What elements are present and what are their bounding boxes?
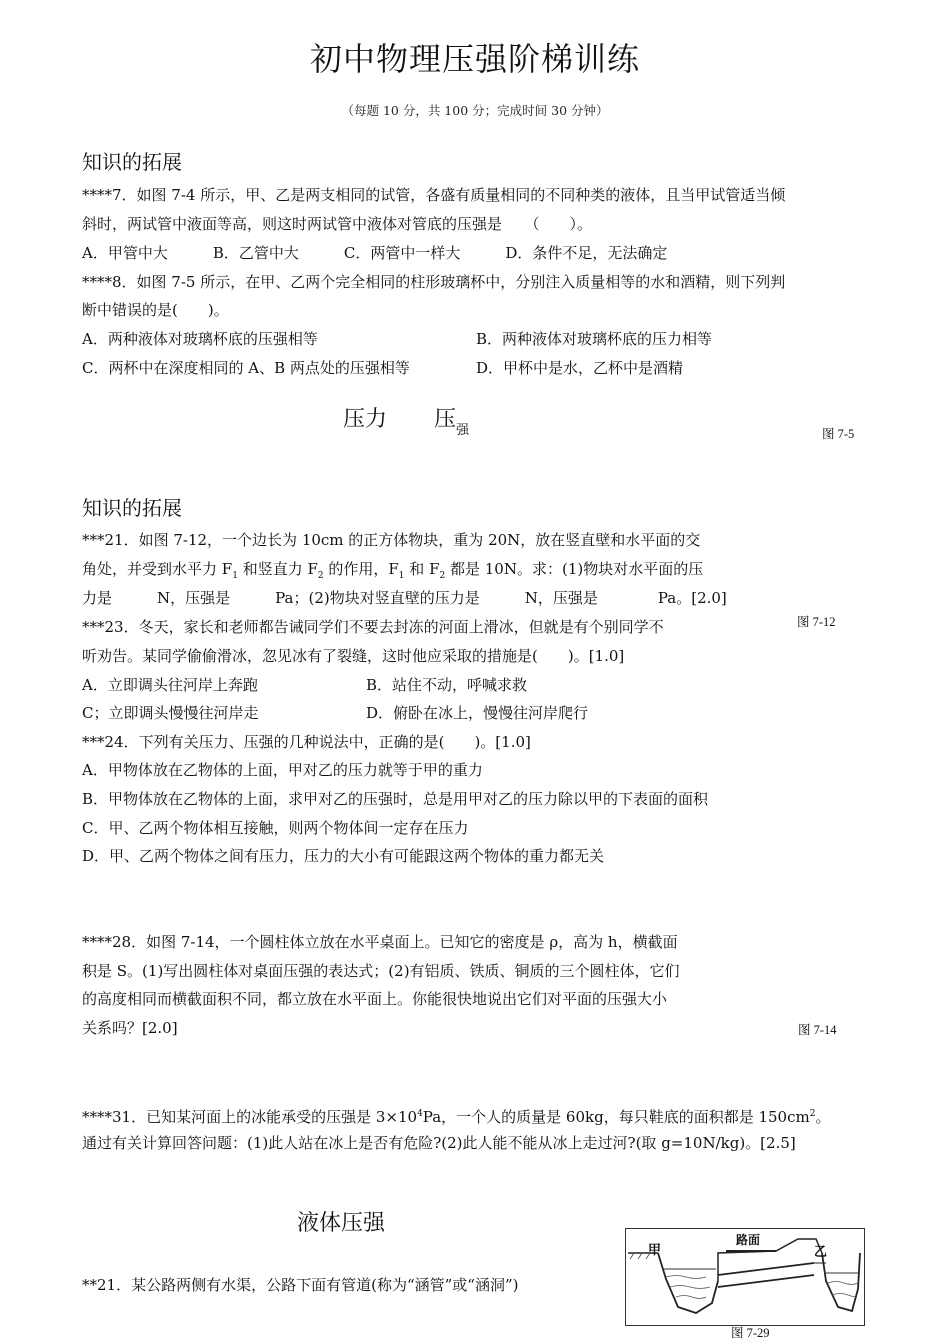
q23-option-c: C；立即调头慢慢往河岸走 <box>82 704 259 722</box>
page-title: 初中物理压强阶梯训练 <box>309 40 640 78</box>
figure-label-7-14: 图 7-14 <box>798 1023 837 1037</box>
q24-line-1: ***24．下列有关压力、压强的几种说法中，正确的是( )。[1.0] <box>82 733 531 751</box>
q7-line-1: ****7．如图 7-4 所示，甲、乙是两支相同的试管，各盛有质量相同的不同种类的液体，且当甲试管适当倾 <box>82 186 786 204</box>
q8-line-1: ****8．如图 7-5 所示，在甲、乙两个完全相同的柱形玻璃杯中，分别注入质量相等的水和酒精，则下列判 <box>82 273 786 291</box>
figure-label-7-5: 图 7-5 <box>822 427 855 441</box>
q7-options: A．甲管中大 B．乙管中大 C．两管中一样大 D．条件不足，无法确定 <box>82 244 668 262</box>
q23-option-d: D．俯卧在冰上，慢慢往河岸爬行 <box>366 704 589 722</box>
figure-7-29-label-right: 乙 <box>814 1245 828 1260</box>
q23-line-1: ***23．冬天，家长和老师都告诫同学们不要去封冻的河面上滑冰，但就是有个别同学不 <box>82 618 664 636</box>
q23-line-2: 听劝告。某同学偷偷滑冰，忽见冰有了裂缝，这时他应采取的措施是( )。[1.0] <box>82 647 625 665</box>
q24-option-b: B．甲物体放在乙物体的上面，求甲对乙的压强时，总是用甲对乙的压力除以甲的下表面的面积 <box>82 790 709 808</box>
q21-line-2: 角处，并受到水平力 $F_1$ 和竖直力 $F_2$ 的作用，$F_1$ 和 $F_2$ 都是 10N。求：(1)物块对水平面的压 <box>82 560 704 581</box>
section-heading-1: 知识的拓展 <box>82 150 182 174</box>
q28-line-4: 关系吗？[2.0] <box>82 1019 178 1037</box>
q21b-line-1: **21．某公路两侧有水渠，公路下面有管道(称为“涵管”或“涵洞”) <box>82 1276 519 1294</box>
q31-line-1: ****31．已知某河面上的冰能承受的压强是 $3\times 10^4Pa$，一个人的质量是 60kg，每只鞋底的面积都是 $150cm^2$。 <box>82 1108 831 1126</box>
q8-option-d: D．甲杯中是水，乙杯中是酒精 <box>476 359 684 377</box>
figure-label-7-12: 图 7-12 <box>797 615 836 629</box>
page-subtitle: （每题 10 分，共 100 分；完成时间 30 分钟） <box>341 103 609 118</box>
q28-line-1: ****28．如图 7-14，一个圆柱体立放在水平桌面上。已知它的密度是 ρ，高为 h，横截面 <box>82 933 678 951</box>
section-heading-2: 知识的拓展 <box>82 496 182 520</box>
figure-7-29-label-left: 甲 <box>648 1243 662 1258</box>
q23-option-b: B．站住不动，呼喊求救 <box>366 676 528 694</box>
q8-option-a: A．两种液体对玻璃杯底的压强相等 <box>82 330 318 348</box>
q31-line-2: 通过有关计算回答问题：(1)此人站在冰上是否有危险?(2)此人能不能从冰上走过河?(取 g=10N/kg)。[2.5] <box>82 1134 796 1152</box>
heading-pressure: 压$_强$ <box>434 407 470 438</box>
q8-option-b: B．两种液体对玻璃杯底的压力相等 <box>476 330 713 348</box>
q7-line-2: 斜时，两试管中液面等高，则这时两试管中液体对管底的压强是 （ ）。 <box>82 215 593 233</box>
q24-option-c: C．甲、乙两个物体相互接触，则两个物体间一定存在压力 <box>82 819 469 837</box>
figure-7-29-diagram <box>625 1228 865 1326</box>
q21-line-1: ***21．如图 7-12，一个边长为 10cm 的正方体物块，重为 20N，放在竖直壁和水平面的交 <box>82 531 701 549</box>
heading-pressure-force: 压力 <box>343 407 388 432</box>
figure-7-29-label-road: 路面 <box>736 1233 761 1247</box>
q24-option-d: D．甲、乙两个物体之间有压力，压力的大小有可能跟这两个物体的重力都无关 <box>82 847 605 865</box>
q28-line-2: 积是 S。(1)写出圆柱体对桌面压强的表达式；(2)有铝质、铁质、铜质的三个圆柱体，它们 <box>82 962 680 980</box>
q28-line-3: 的高度相同而横截面积不同，都立放在水平面上。你能很快地说出它们对平面的压强大小 <box>82 990 668 1008</box>
q8-option-c: C．两杯中在深度相同的 A、B 两点处的压强相等 <box>82 359 410 377</box>
q21-line-3: 力是 N，压强是 Pa；(2)物块对竖直壁的压力是 N，压强是 Pa。[2.0] <box>82 589 727 607</box>
q23-option-a: A．立即调头往河岸上奔跑 <box>82 676 258 694</box>
q24-option-a: A．甲物体放在乙物体的上面，甲对乙的压力就等于甲的重力 <box>82 761 483 779</box>
q8-line-2: 断中错误的是( )。 <box>82 301 229 319</box>
heading-liquid-pressure: 液体压强 <box>297 1211 386 1236</box>
figure-label-7-29: 图 7-29 <box>731 1326 770 1340</box>
